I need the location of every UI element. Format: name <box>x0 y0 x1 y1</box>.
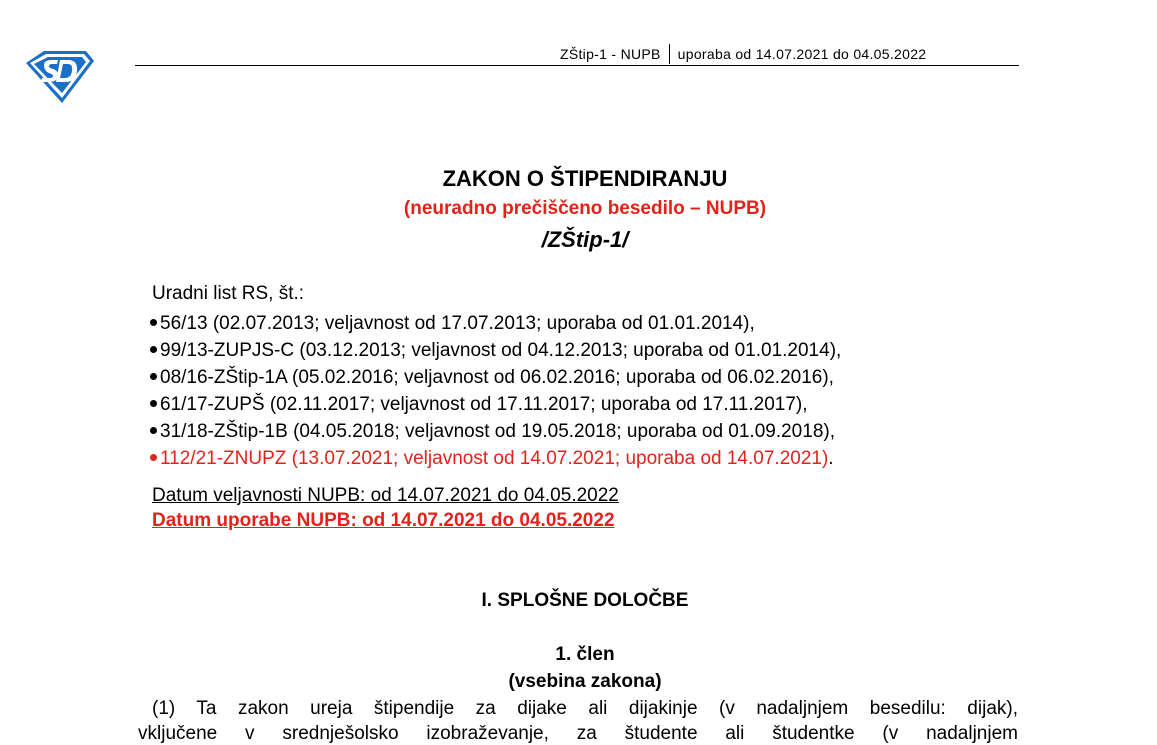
list-item <box>150 337 841 364</box>
bullet-icon <box>150 319 157 326</box>
list-item-text: 08/16-ZŠtip-1A (05.02.2016; veljavnost od 06.02.2016; uporaba od 06.02.2016), <box>160 367 834 388</box>
header-rule <box>135 65 1019 66</box>
bullet-icon <box>150 454 157 461</box>
document-subtitle: (neuradno prečiščeno besedilo – NUPB) <box>403 198 767 219</box>
bullet-icon <box>150 346 157 353</box>
list-item <box>150 310 841 337</box>
list-item <box>150 391 841 418</box>
list-item-latest <box>150 445 841 472</box>
article-number: 1. člen <box>555 644 615 665</box>
article-title: (vsebina zakona) <box>508 671 662 692</box>
list-item-text: 31/18-ZŠtip-1B (04.05.2018; veljavnost od 19.05.2018; uporaba od 01.09.2018), <box>160 421 835 442</box>
bullet-icon <box>150 373 157 380</box>
application-date-line: Datum uporabe NUPB: od 14.07.2021 do 04.05.2022 <box>152 510 615 531</box>
running-header <box>560 44 926 64</box>
list-item-text: 56/13 (02.07.2013; veljavnost od 17.07.2013; uporaba od 01.01.2014), <box>160 313 755 334</box>
list-item <box>150 364 841 391</box>
article-paragraph-line: vključene v srednješolsko izobraževanje, za študente ali študentke (v nadaljnjem <box>138 723 1018 744</box>
list-item-text: 99/13-ZUPJS-C (03.12.2013; veljavnost od 04.12.2013; uporaba od 01.01.2014), <box>160 340 842 361</box>
list-item-text: 112/21-ZNUPZ (13.07.2021; veljavnost od 14.07.2021; uporaba od 14.07.2021) <box>160 448 829 469</box>
section-heading: I. SPLOŠNE DOLOČBE <box>481 590 689 611</box>
document-abbreviation: /ZŠtip-1/ <box>541 227 629 252</box>
article-paragraph-line: (1) Ta zakon ureja štipendije za dijake ali dijakinje (v nadaljnjem besedilu: dijak), <box>152 698 1018 719</box>
list-item-text: 61/17-ZUPŠ (02.11.2017; veljavnost od 17.11.2017; uporaba od 17.11.2017), <box>160 394 808 415</box>
validity-date-line: Datum veljavnosti NUPB: od 14.07.2021 do 04.05.2022 <box>152 485 619 506</box>
document-title: ZAKON O ŠTIPENDIRANJU <box>442 166 728 191</box>
header-separator <box>669 44 670 64</box>
list-item <box>150 418 841 445</box>
header-short-title: ZŠtip-1 - NUPB <box>560 46 661 62</box>
sd-shield-logo-icon <box>22 45 96 105</box>
gazette-list <box>150 310 841 472</box>
bullet-icon <box>150 427 157 434</box>
gazette-label: Uradni list RS, št.: <box>152 283 305 304</box>
header-usage-period: uporaba od 14.07.2021 do 04.05.2022 <box>677 46 927 62</box>
list-item-trailing: . <box>828 448 834 469</box>
bullet-icon <box>150 400 157 407</box>
